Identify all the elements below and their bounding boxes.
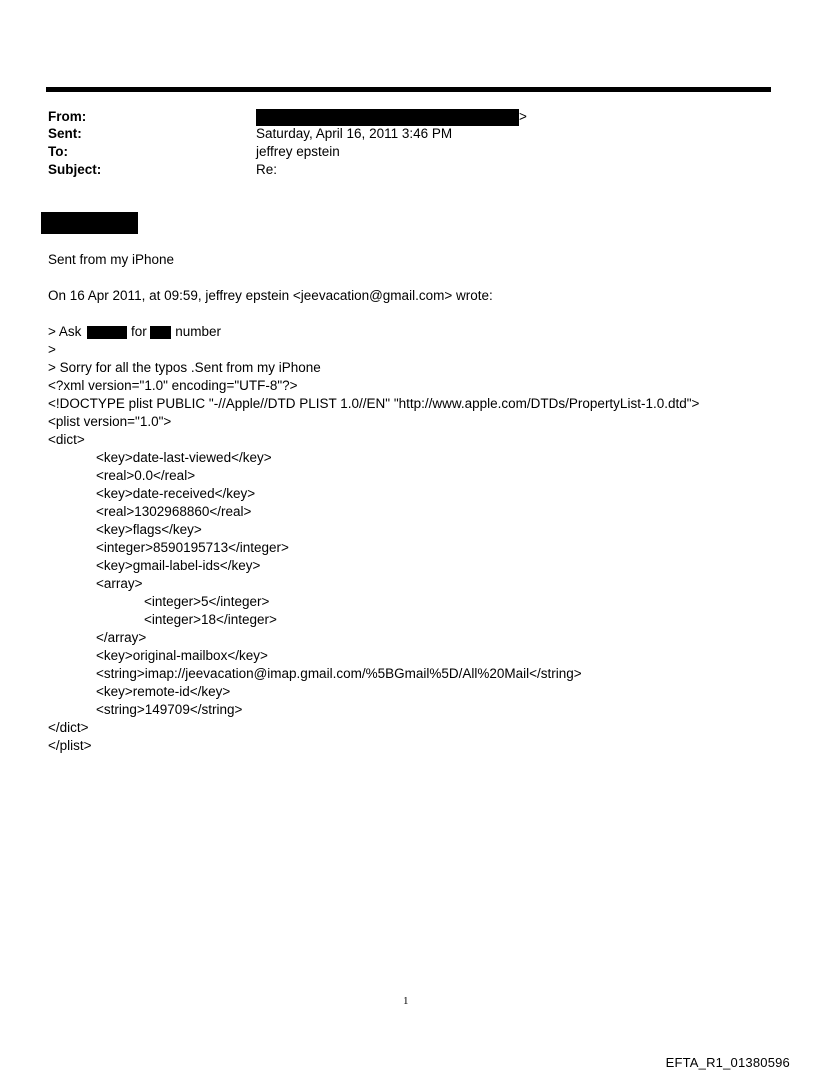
from-label: From:: [48, 109, 87, 124]
header-rule: [46, 87, 771, 92]
to-label: To:: [48, 144, 68, 159]
plist-line: <array>: [96, 576, 143, 591]
redaction-box: [150, 326, 171, 339]
plist-line: <integer>8590195713</integer>: [96, 540, 289, 555]
plist-line: <dict>: [48, 432, 85, 447]
plist-line: <key>date-last-viewed</key>: [96, 450, 272, 465]
plist-line: <string>imap://jeevacation@imap.gmail.com/%5BGmail%5D/All%20Mail</string>: [96, 666, 582, 681]
plist-line: <key>flags</key>: [96, 522, 202, 537]
plist-line: </dict>: [48, 720, 89, 735]
sent-from-line: Sent from my iPhone: [48, 252, 175, 267]
bates-number: EFTA_R1_01380596: [665, 1055, 790, 1070]
quote-marker-line: >: [48, 342, 56, 357]
plist-line: </plist>: [48, 738, 92, 753]
plist-line: <string>149709</string>: [96, 702, 243, 717]
ask-prefix: > Ask: [48, 324, 82, 339]
to-value: jeffrey epstein: [256, 144, 340, 159]
plist-line: <key>remote-id</key>: [96, 684, 231, 699]
plist-line: </array>: [96, 630, 147, 645]
ask-line: [48, 323, 221, 341]
plist-line: <key>original-mailbox</key>: [96, 648, 268, 663]
redaction-box: [87, 326, 127, 339]
redaction-box: [41, 212, 138, 234]
page-number: 1: [403, 995, 409, 1007]
plist-line: <real>0.0</real>: [96, 468, 196, 483]
sent-value: Saturday, April 16, 2011 3:46 PM: [256, 126, 453, 141]
plist-line: <real>1302968860</real>: [96, 504, 252, 519]
from-value: [256, 108, 527, 126]
plist-line: <key>gmail-label-ids</key>: [96, 558, 261, 573]
subject-value: Re:: [256, 162, 278, 177]
from-suffix: >: [519, 109, 527, 124]
sent-label: Sent:: [48, 126, 82, 141]
plist-line: <integer>5</integer>: [144, 594, 270, 609]
subject-label: Subject:: [48, 162, 102, 177]
plist-line: <integer>18</integer>: [144, 612, 277, 627]
redaction-box: [256, 109, 519, 126]
plist-line: <key>date-received</key>: [96, 486, 256, 501]
plist-line: <plist version="1.0">: [48, 414, 172, 429]
ask-for: for: [130, 324, 147, 339]
plist-line: <!DOCTYPE plist PUBLIC "-//Apple//DTD PLIST 1.0//EN" "http://www.apple.com/DTDs/PropertyList-1.0.dtd">: [48, 396, 700, 411]
ask-number: number: [175, 324, 222, 339]
on-wrote-line: On 16 Apr 2011, at 09:59, jeffrey epstein <jeevacation@gmail.com> wrote:: [48, 288, 493, 303]
plist-line: <?xml version="1.0" encoding="UTF-8"?>: [48, 378, 298, 393]
sorry-line: > Sorry for all the typos .Sent from my iPhone: [48, 360, 321, 375]
